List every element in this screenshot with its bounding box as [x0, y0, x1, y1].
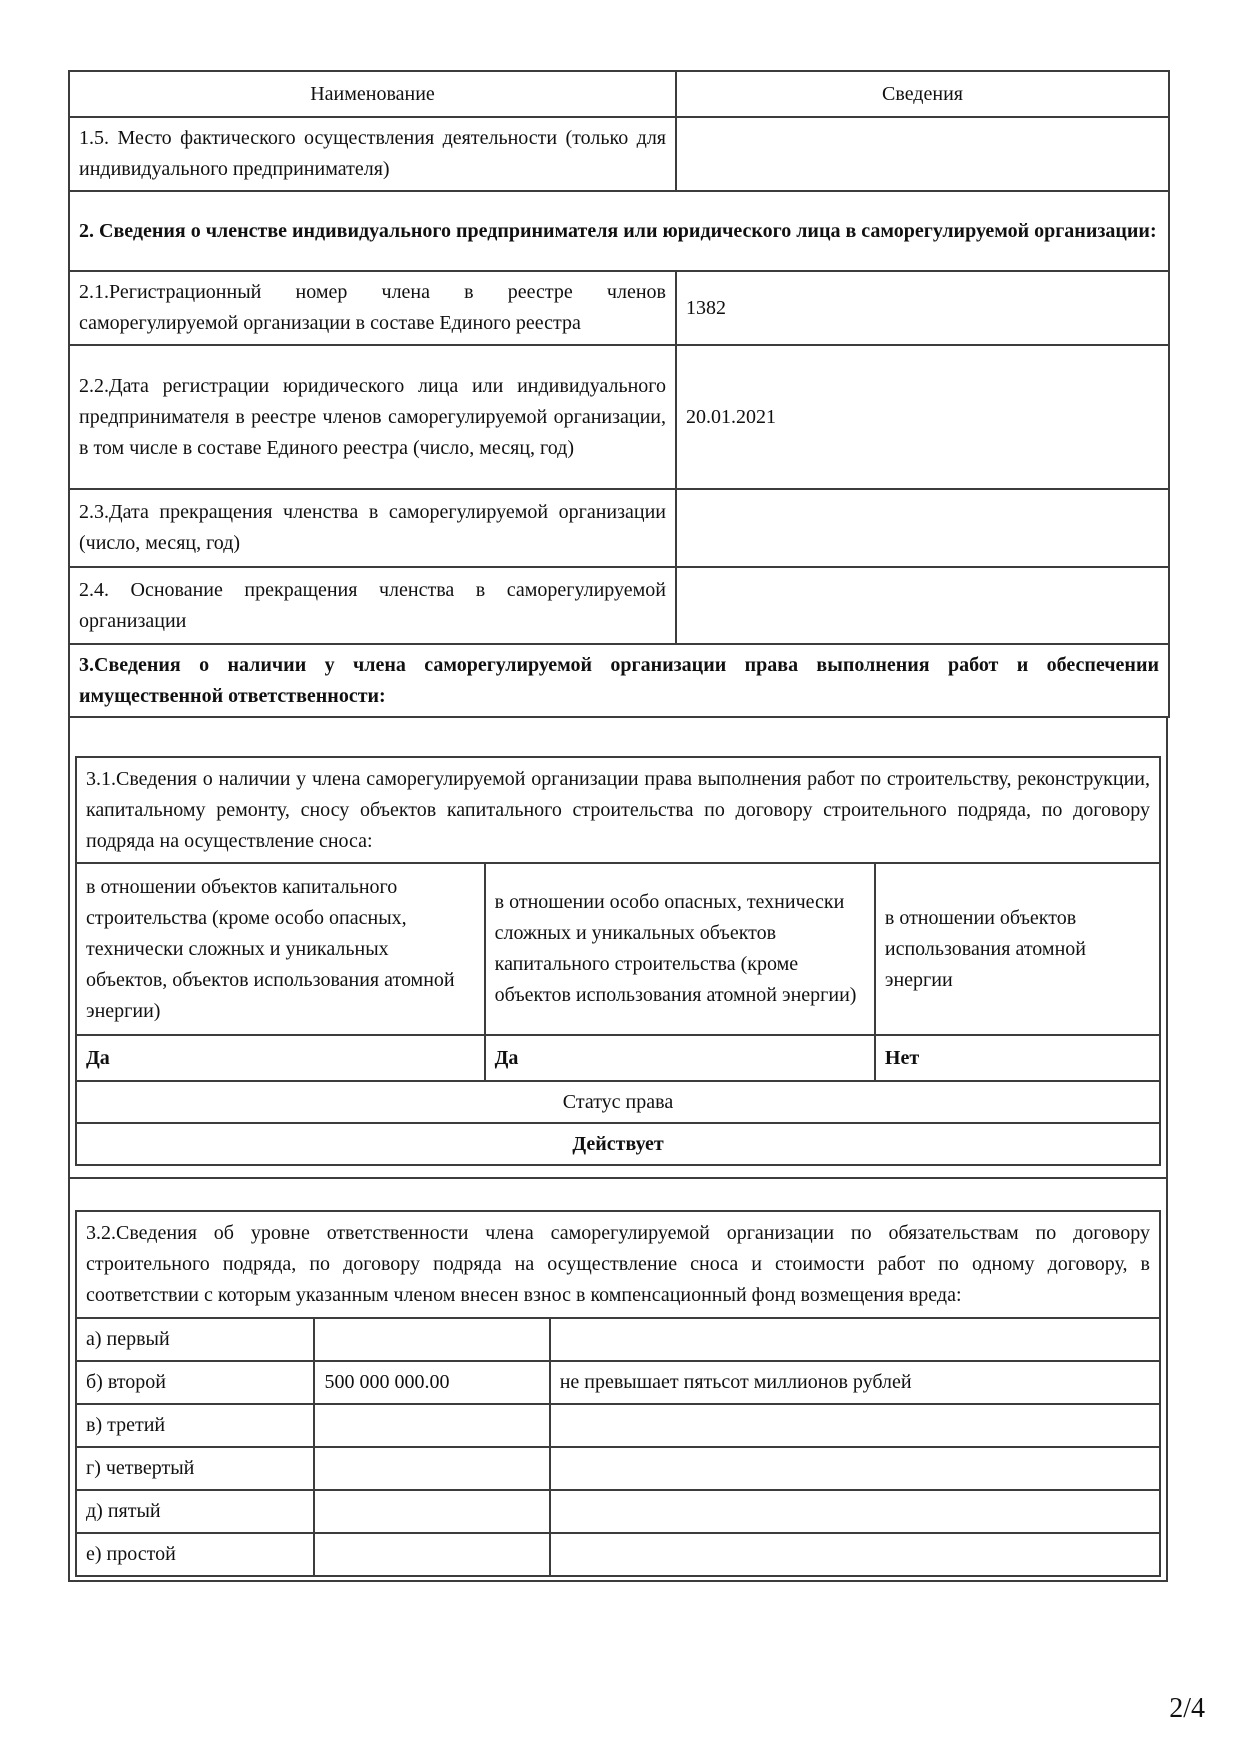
- level-description: [550, 1318, 1160, 1361]
- row-1-5-label: 1.5. Место фактического осуществления деятельности (только для индивидуального предпринимателя): [69, 117, 676, 191]
- right-value-hazardous: Да: [485, 1035, 875, 1081]
- row-2-1: [69, 271, 1169, 345]
- row-2-1-value: 1382: [676, 271, 1169, 345]
- page-number: 2/4: [1169, 1693, 1205, 1724]
- table-row-level-2: [76, 1361, 1160, 1404]
- section-3-header-row: [69, 644, 1169, 717]
- level-label: г) четвертый: [76, 1447, 314, 1490]
- level-label: а) первый: [76, 1318, 314, 1361]
- status-label: Статус права: [76, 1081, 1160, 1123]
- row-2-1-label: 2.1.Регистрационный номер члена в реестре членов саморегулируемой организации в составе Единого реестра: [69, 271, 676, 345]
- row-2-3: [69, 489, 1169, 567]
- section-3-2-intro: 3.2.Сведения об уровне ответственности члена саморегулируемой организации по обязательствам по договору строительного подряда, по договору подряда на осуществление сноса и стоимости работ по одному договору, в соответствии с которым указанным членом внесен взнос в компенсационный фонд возмещения вреда:: [76, 1211, 1160, 1318]
- level-label: д) пятый: [76, 1490, 314, 1533]
- row-2-2-value: 20.01.2021: [676, 345, 1169, 489]
- row-1-5: [69, 117, 1169, 191]
- section-2-title: 2. Сведения о членстве индивидуального предпринимателя или юридического лица в саморегулируемой организации:: [69, 191, 1169, 271]
- table-row-level-3: [76, 1404, 1160, 1447]
- row-2-4: [69, 567, 1169, 644]
- section-3-2-intro-row: [76, 1211, 1160, 1318]
- right-scope-nuclear-objects: в отношении объектов использования атомной энергии: [875, 863, 1160, 1035]
- level-description: не превышает пятьсот миллионов рублей: [550, 1361, 1160, 1404]
- column-header-name: Наименование: [69, 71, 676, 117]
- level-description: [550, 1533, 1160, 1576]
- right-value-nuclear: Нет: [875, 1035, 1160, 1081]
- row-2-2-label: 2.2.Дата регистрации юридического лица или индивидуального предпринимателя в реестре членов саморегулируемой организации, в том числе в составе Единого реестра (число, месяц, год): [69, 345, 676, 489]
- row-2-2: [69, 345, 1169, 489]
- level-amount: [314, 1533, 549, 1576]
- row-1-5-value: [676, 117, 1169, 191]
- table-row-level-1: [76, 1318, 1160, 1361]
- level-description: [550, 1490, 1160, 1533]
- row-2-4-value: [676, 567, 1169, 644]
- section-3-1-intro-row: [76, 757, 1160, 863]
- level-amount: [314, 1490, 549, 1533]
- level-amount: 500 000 000.00: [314, 1361, 549, 1404]
- section-3-2-table: [75, 1210, 1161, 1577]
- right-scope-hazardous-objects: в отношении особо опасных, технически сложных и уникальных объектов капитального строительства (кроме объектов использования атомной энергии): [485, 863, 875, 1035]
- table-row-level-4: [76, 1447, 1160, 1490]
- table-row-level-6: [76, 1533, 1160, 1576]
- status-label-row: [76, 1081, 1160, 1123]
- section-3-1-container: [70, 718, 1166, 1179]
- level-amount: [314, 1404, 549, 1447]
- section-3-1-intro: 3.1.Сведения о наличии у члена саморегулируемой организации права выполнения работ по строительству, реконструкции, капитальному ремонту, сносу объектов капитального строительства по договору строительного подряда, по договору подряда на осуществление сноса:: [76, 757, 1160, 863]
- section-3-1-values-row: [76, 1035, 1160, 1081]
- level-amount: [314, 1447, 549, 1490]
- section-2-header-row: [69, 191, 1169, 271]
- section-3-1-column-headers: [76, 863, 1160, 1035]
- level-description: [550, 1404, 1160, 1447]
- status-value: Действует: [76, 1123, 1160, 1165]
- main-table: [68, 70, 1170, 718]
- section-3-content-box: [68, 718, 1168, 1582]
- right-scope-capital-objects: в отношении объектов капитального строительства (кроме особо опасных, технически сложных и уникальных объектов, объектов использования атомной энергии): [76, 863, 485, 1035]
- level-description: [550, 1447, 1160, 1490]
- section-3-1-table: [75, 756, 1161, 1166]
- table-row-level-5: [76, 1490, 1160, 1533]
- section-3-title: 3.Сведения о наличии у члена саморегулируемой организации права выполнения работ и обеспечении имущественной ответственности:: [69, 644, 1169, 717]
- registry-extract-table: [68, 70, 1168, 1582]
- row-2-3-label: 2.3.Дата прекращения членства в саморегулируемой организации (число, месяц, год): [69, 489, 676, 567]
- column-header-info: Сведения: [676, 71, 1169, 117]
- right-value-capital: Да: [76, 1035, 485, 1081]
- level-label: е) простой: [76, 1533, 314, 1576]
- status-value-row: [76, 1123, 1160, 1165]
- level-amount: [314, 1318, 549, 1361]
- level-label: в) третий: [76, 1404, 314, 1447]
- level-label: б) второй: [76, 1361, 314, 1404]
- row-2-3-value: [676, 489, 1169, 567]
- header-row: [69, 71, 1169, 117]
- section-3-2-container: [70, 1179, 1166, 1580]
- row-2-4-label: 2.4. Основание прекращения членства в саморегулируемой организации: [69, 567, 676, 644]
